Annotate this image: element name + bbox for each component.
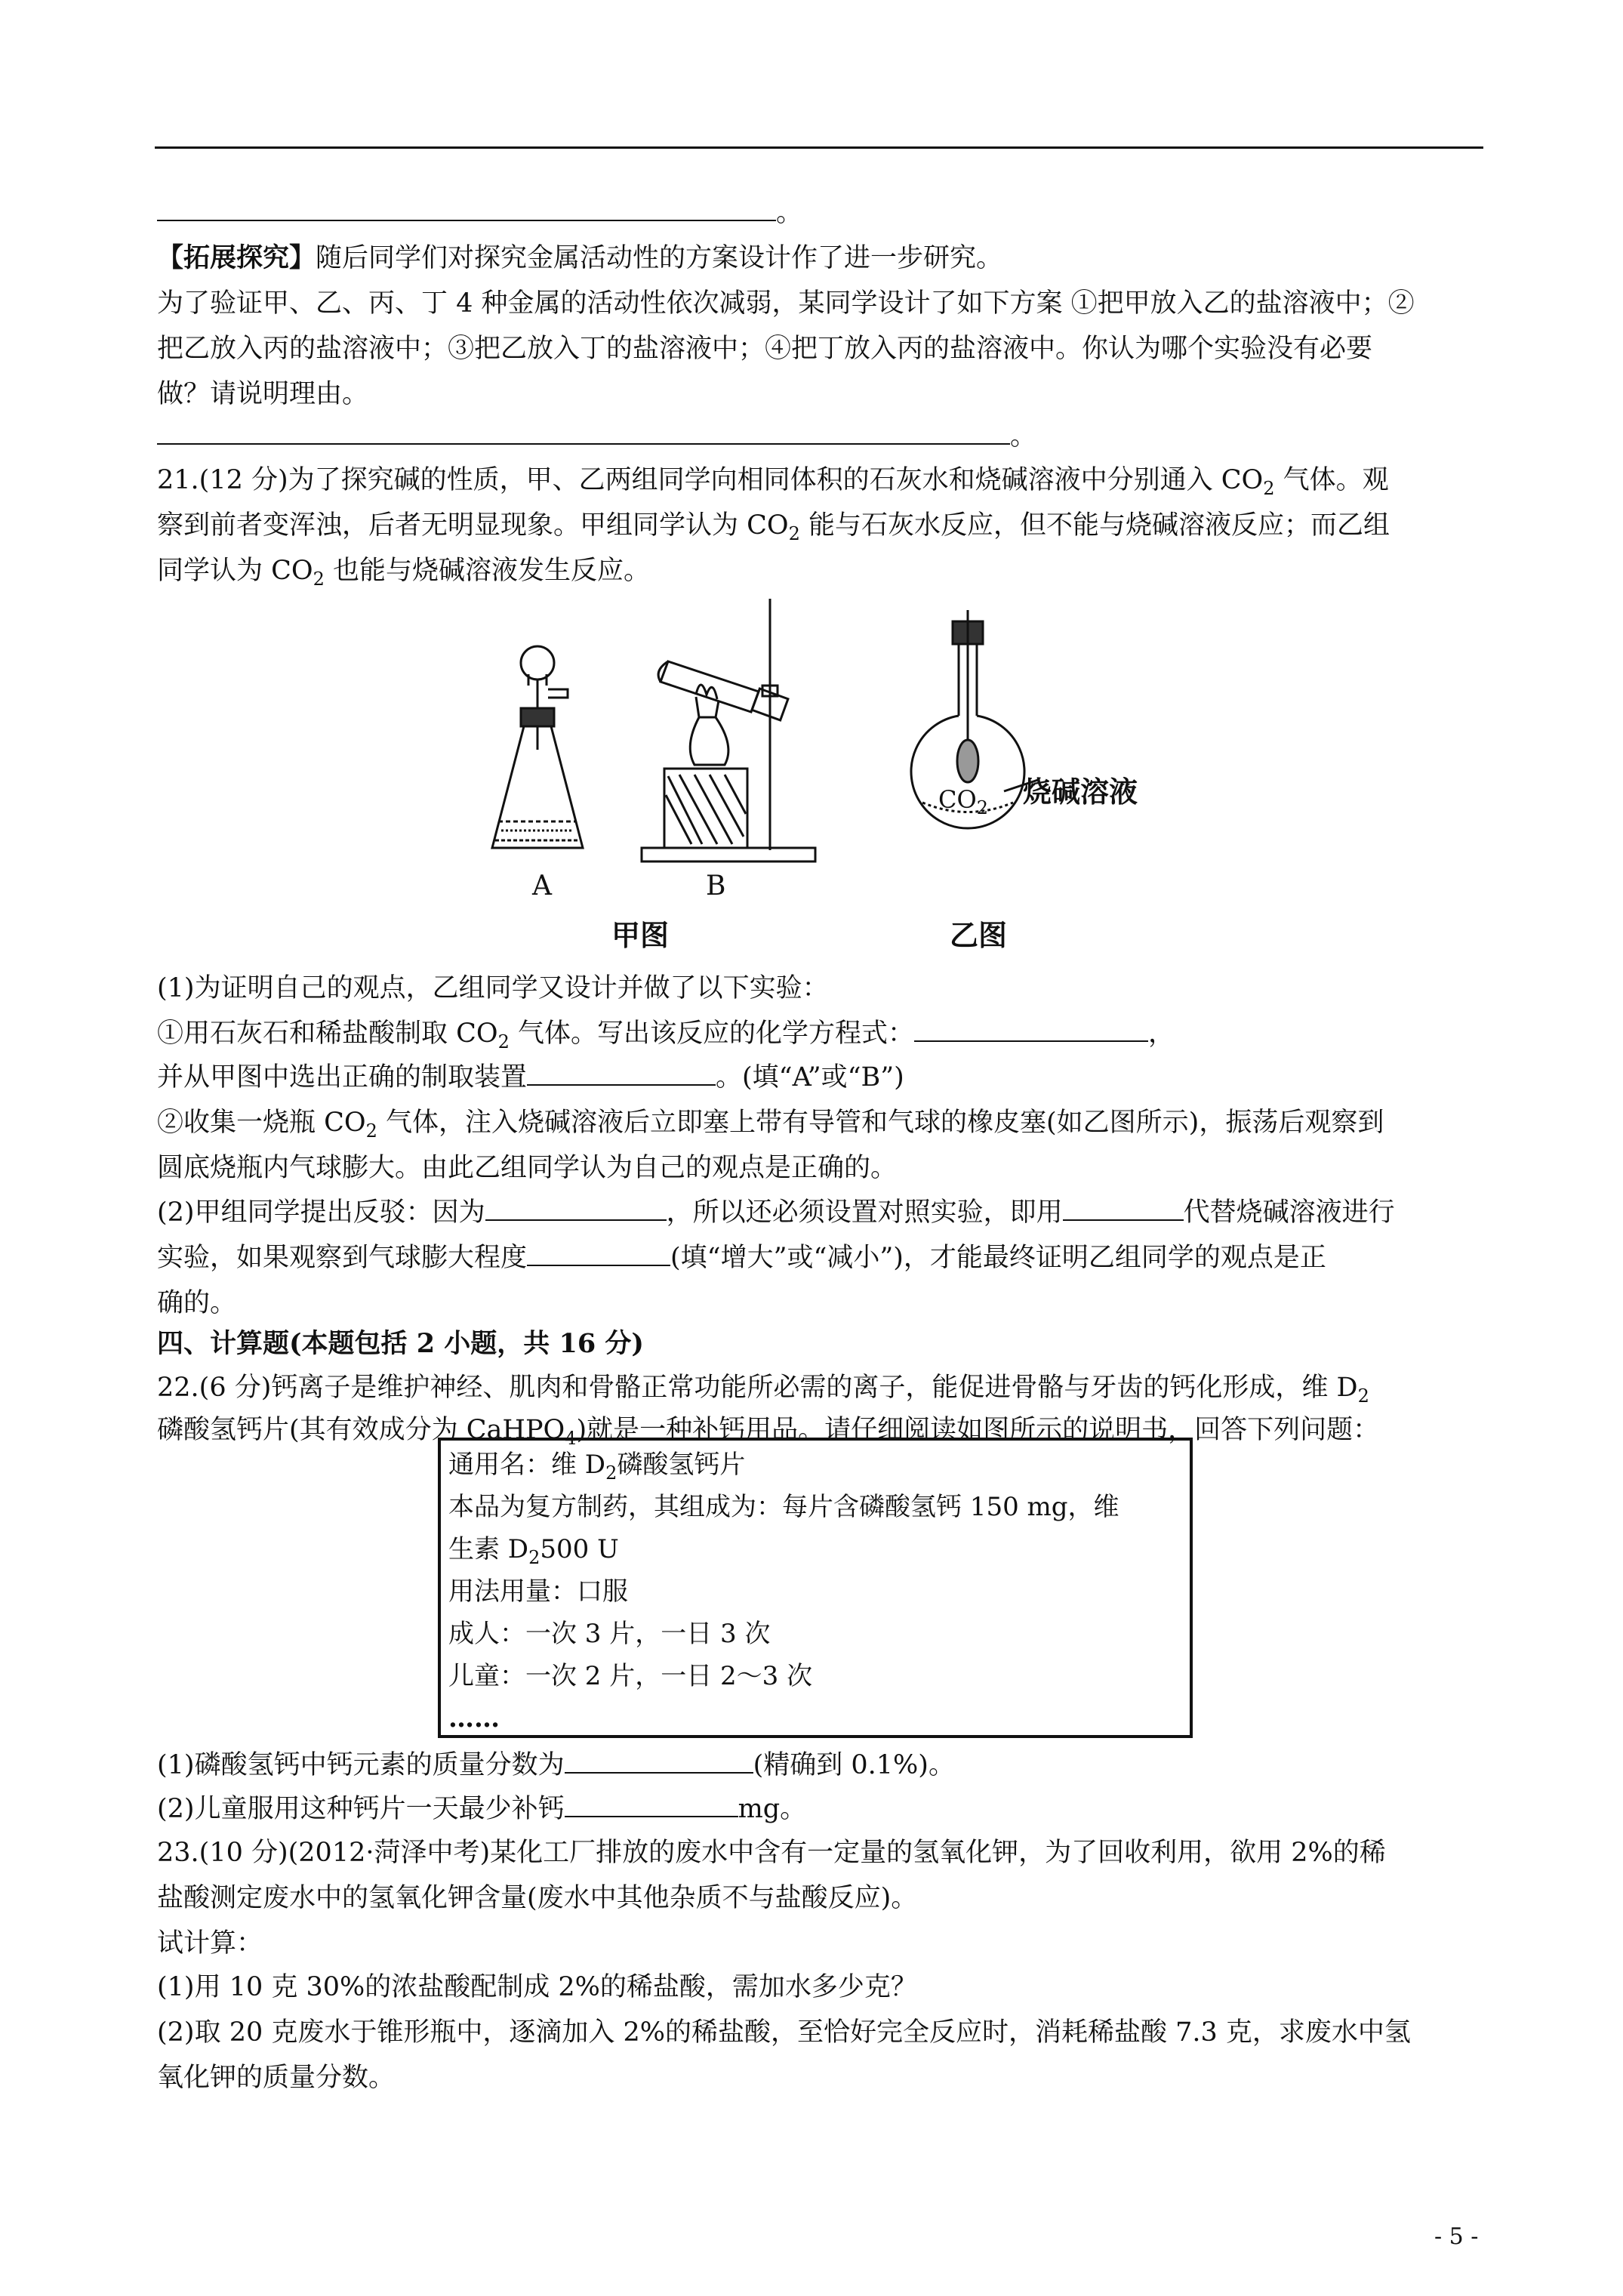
mass-fraction-blank[interactable] [565,1743,753,1774]
label-line: 儿童：一次 2 片，一日 2～3 次 [448,1661,813,1691]
degree-blank[interactable] [527,1236,670,1266]
apparatus-choice-blank[interactable] [527,1056,716,1086]
answer-blank[interactable] [157,415,1010,445]
label-a: A [532,871,552,901]
caption-jia: 甲图 [611,919,670,952]
paragraph-line: 把乙放入丙的盐溶液中；③把乙放入丁的盐溶液中；④把丁放入丙的盐溶液中。你认为哪个实验没有必要 [157,334,1373,364]
paragraph-line: 做？请说明理由。 [157,379,369,409]
question-22-part-2: (2)儿童服用这种钙片一天最少补钙 mg。 [157,1786,1486,1832]
question-23-line: (1)用 10 克 30%的浓盐酸配制成 2%的稀盐酸，需加水多少克？ [157,1972,917,2002]
medicine-label-box [438,1438,1193,1738]
part-2-line-2: 实验，如果观察到气球膨大程度 (填“增大”或“减小”)，才能最终证明乙组同学的观点是正 [157,1235,1486,1281]
section-tag: 【拓展探究】 [157,242,316,273]
label-line: 用法用量：口服 [448,1576,628,1607]
paragraph-line: 为了验证甲、乙、丙、丁 4 种金属的活动性依次减弱，某同学设计了如下方案 ①把甲放入乙的盐溶液中；② [157,288,1415,319]
apparatus-b-setup [642,599,815,861]
page-number: - 5 - [1434,2224,1479,2250]
part-1-step-1: ①用石灰石和稀盐酸制取 $CO_2$ 气体。写出该反应的化学方程式： ， [157,1011,1486,1056]
question-23-line: 氧化钾的质量分数。 [157,2063,396,2093]
apparatus-a-flask [492,646,583,848]
part-1-step-2: ②收集一烧瓶 $CO_2$ 气体，注入烧碱溶液后立即塞上带有导管和气球的橡皮塞(如乙图所示)，振荡后观察到 [157,1108,1384,1142]
answer-blank[interactable] [157,191,776,221]
question-22-part-1: (1)磷酸氢钙中钙元素的质量分数为 (精确到 0.1%)。 [157,1743,1486,1788]
substitute-blank[interactable] [1063,1191,1184,1221]
question-23-line: 试计算： [157,1928,263,1959]
header-rule [155,146,1483,149]
answer-line-1: 。 [157,190,1486,236]
label-b: B [706,871,726,901]
extension-intro: 【拓展探究】随后同学们对探究金属活动性的方案设计作了进一步研究。 [157,242,1003,273]
question-23-line: 盐酸测定废水中的氢氧化钾含量(废水中其他杂质不与盐酸反应)。 [157,1883,918,1913]
question-22-line-1: 22.(6 分)钙离子是维护神经、肌肉和骨骼正常功能所必需的离子，能促进骨骼与牙齿的钙化形成，维 $D_2$ [157,1373,1369,1407]
question-21-line-1: 21.(12 分)为了探究碱的性质，甲、乙两组同学向相同体积的石灰水和烧碱溶液中分别通入 $CO_2$ 气体。观 [157,465,1389,499]
label-line: 本品为复方制药，其组成为：每片含磷酸氢钙 150 mg，维 [448,1492,1119,1522]
question-23-line: 23.(10 分)(2012·菏泽中考)某化工厂排放的废水中含有一定量的氢氧化钾，为了回收利用，欲用 2%的稀 [157,1838,1386,1868]
question-23-line: (2)取 20 克废水于锥形瓶中，逐滴加入 2%的稀盐酸，至恰好完全反应时，消耗稀盐酸 7.3 克，求废水中氢 [157,2017,1411,2048]
caption-yi: 乙图 [950,919,1008,952]
label-line: …… [448,1703,500,1734]
part-1-step-1b: 并从甲图中选出正确的制取装置 。(填“A”或“B”) [157,1055,1486,1100]
question-22-line-2: 磷酸氢钙片(其有效成分为 CaHPO$_4$)就是一种补钙用品。请仔细阅读如图所示的说明书，回答下列问题： [157,1415,1380,1449]
reason-blank[interactable] [485,1191,667,1221]
label-line: 成人：一次 3 片，一日 3 次 [448,1619,771,1649]
calcium-amount-blank[interactable] [565,1787,738,1817]
part-1-intro: (1)为证明自己的观点，乙组同学又设计并做了以下实验： [157,973,829,1003]
paragraph-line: 确的。 [157,1288,237,1318]
part-2-line-1: (2)甲组同学提出反驳：因为 ，所以还必须设置对照实验，即用 代替烧碱溶液进行 [157,1190,1486,1235]
question-21-line-3: 同学认为 $CO_2$ 也能与烧碱溶液发生反应。 [157,556,651,590]
equation-blank[interactable] [914,1012,1148,1042]
answer-line-2: 。 [157,414,1486,459]
apparatus-figure [476,587,1155,957]
label-line: 通用名：维 $D_2$磷酸氢钙片 [448,1450,746,1484]
label-line: 生素 $D_2500$ U [448,1534,619,1568]
question-21-line-2: 察到前者变浑浊，后者无明显现象。甲组同学认为 $CO_2$ 能与石灰水反应，但不能与烧碱溶液反应；而乙组 [157,510,1390,544]
co2-label: $CO_2$ [938,785,988,818]
naoh-label: 烧碱溶液 [1023,775,1138,809]
section-4-heading: 四、计算题(本题包括 2 小题，共 16 分) [157,1328,644,1359]
paragraph-line: 圆底烧瓶内气球膨大。由此乙组同学认为自己的观点是正确的。 [157,1153,898,1183]
